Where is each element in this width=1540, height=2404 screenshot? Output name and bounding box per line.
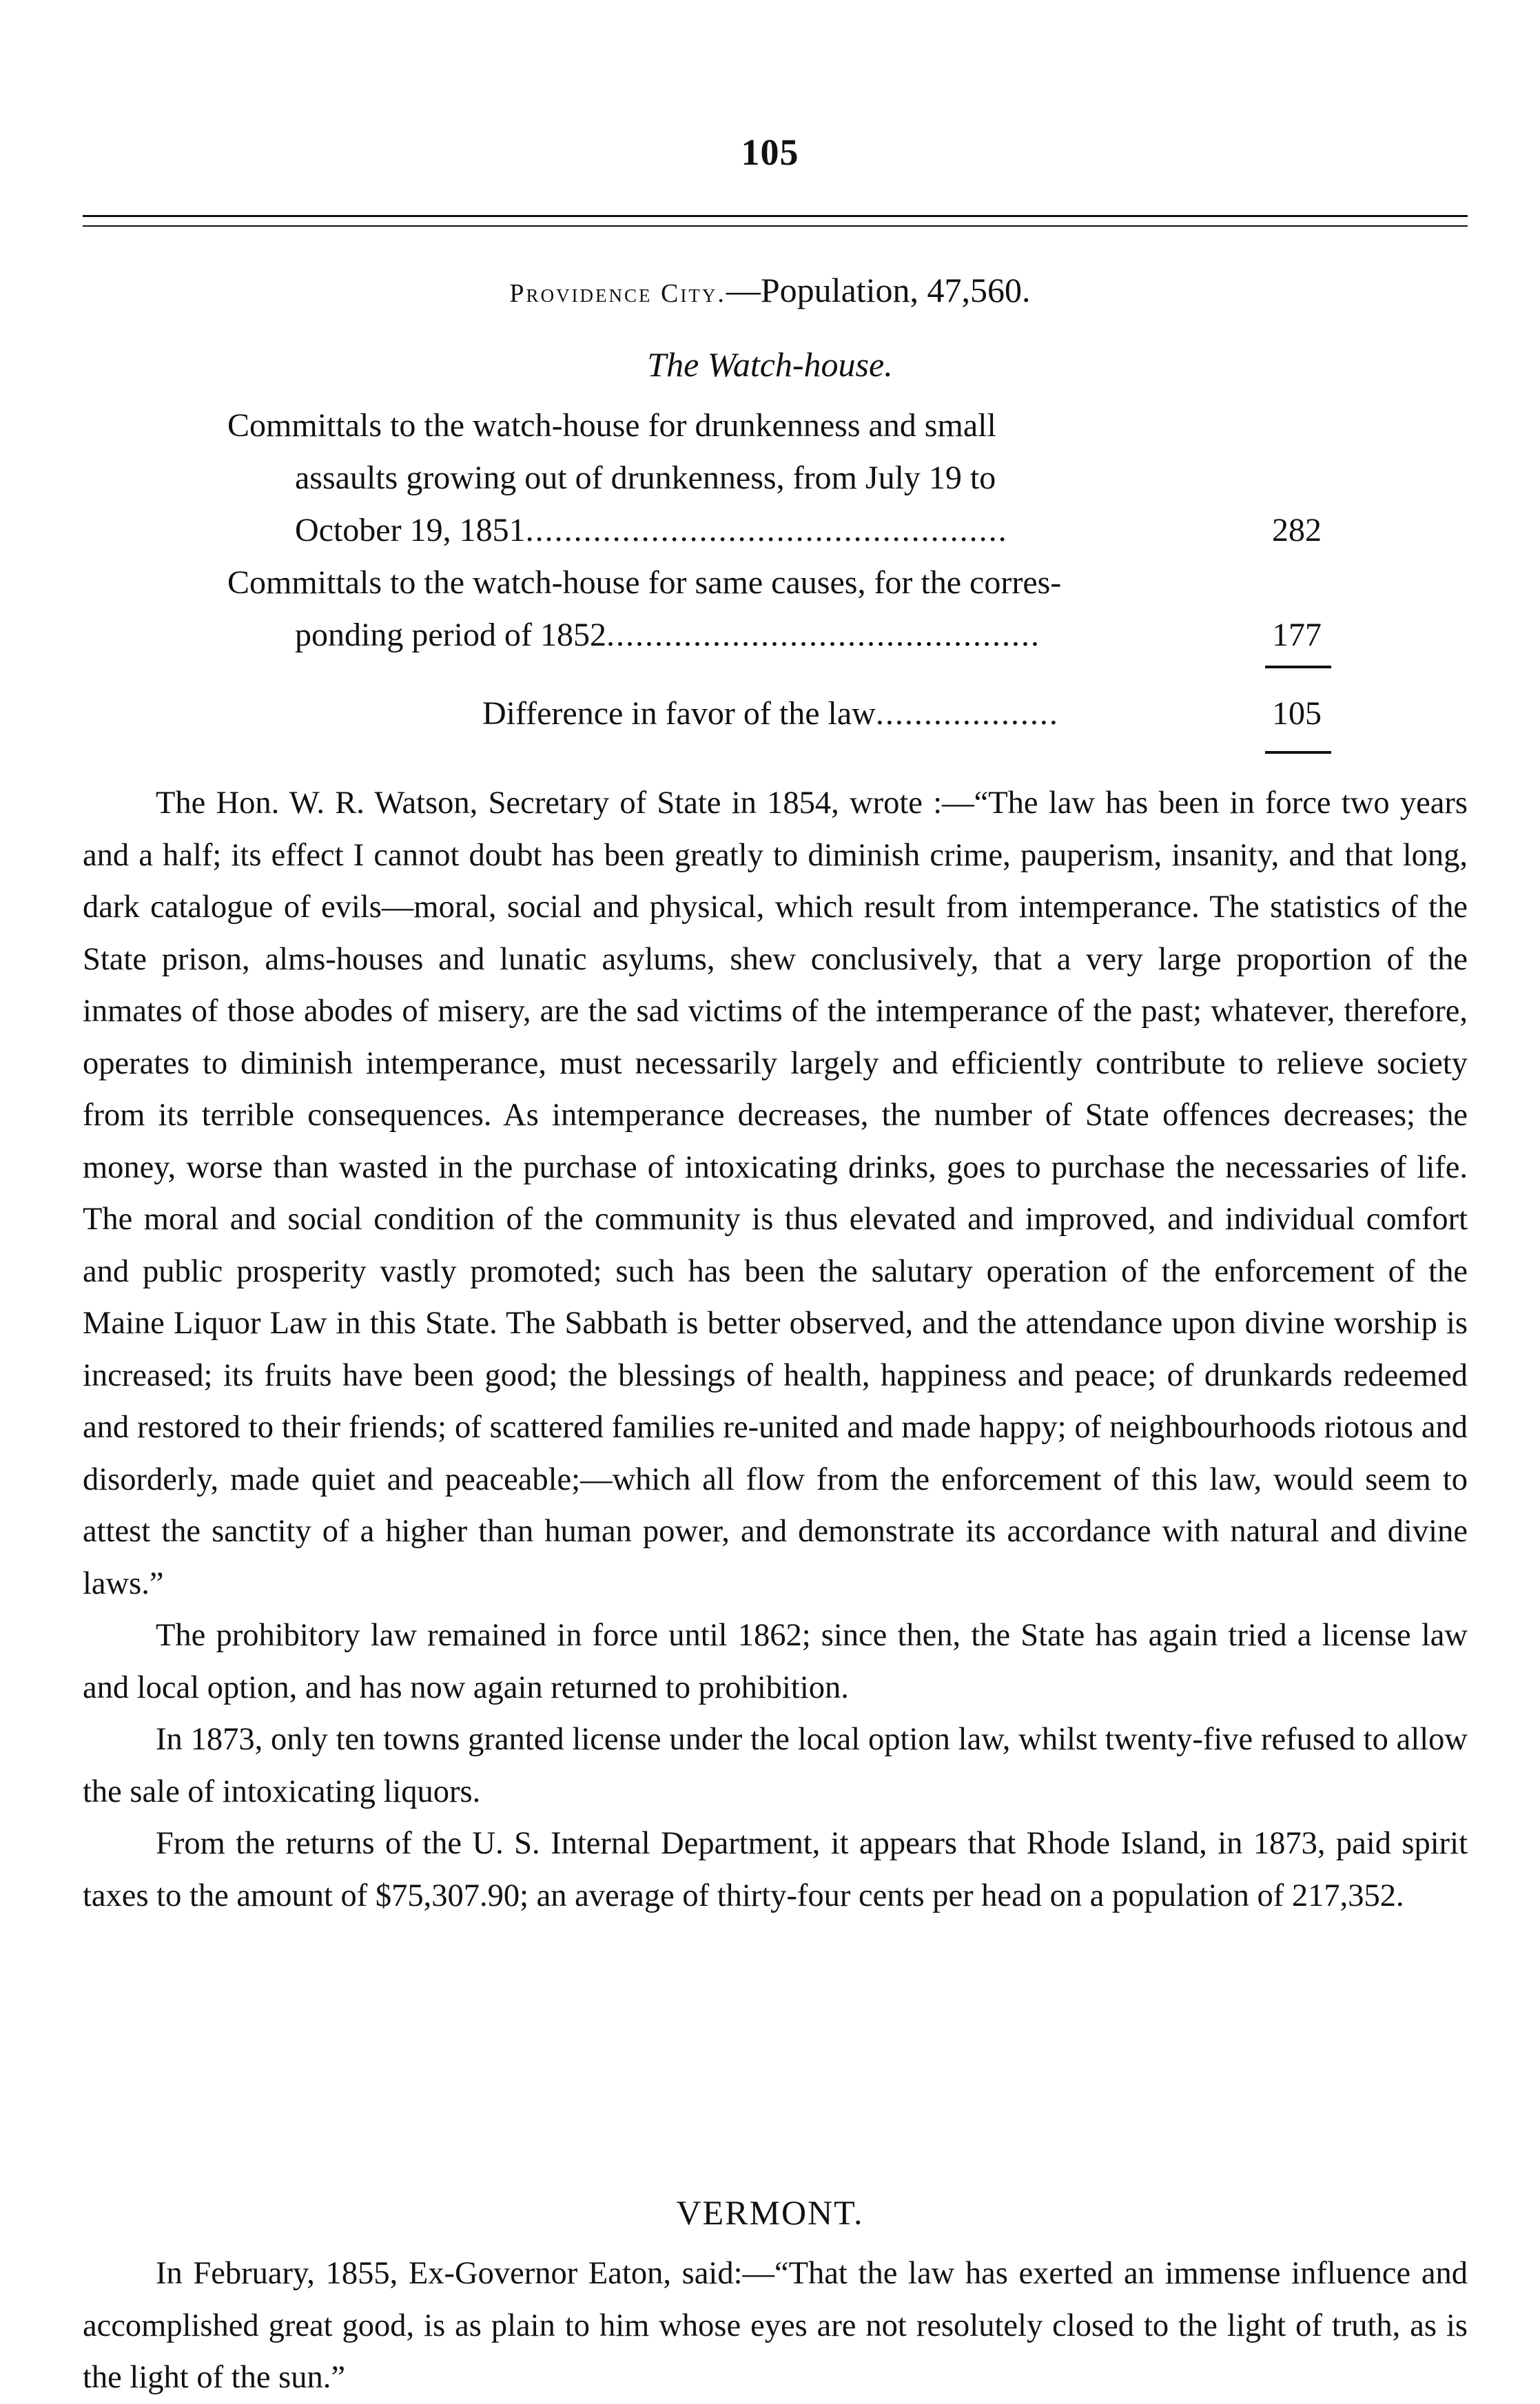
section-title: VERMONT.: [676, 2193, 864, 2232]
header-rule-top: [83, 215, 1468, 217]
paragraph: The Hon. W. R. Watson, Secretary of State in 1854, wrote :—“The law has been in force two years and a half; its effect I cannot doubt has been greatly to diminish crime, pauperism, insanity, and that long, dark catalogue of evils—moral, social and physical, which result from intemperance. The statistics of the State prison, alms-houses and lunatic asylums, shew conclusively, that a very large proportion of the inmates of those abodes of misery, are the sad victims of the intemperance of the past; whatever, therefore, operates to diminish intemperance, must necessarily largely and efficiently contribute to relieve society from its terrible consequences. As intemperance decreases, the number of State offences decreases; the money, worse than wasted in the purchase of intoxicating drinks, goes to purchase the necessaries of life. The moral and social condition of the community is thus elevated and improved, and individual comfort and public prosperity vastly promoted; such has been the salutary operation of the enforcement of the Maine Liquor Law in this State. The Sabbath is better observed, and the attendance upon divine worship is increased; its fruits have been good; the blessings of health, happiness and peace; of drunkards redeemed and restored to their friends; of scattered families re-united and made happy; of neighbourhoods riotous and disorderly, made quiet and peaceable;—which all flow from the enforcement of this law, would seem to attest the sanctity of a higher than human power, and demonstrate its accordance with natural and divine laws.”: [83, 785, 1468, 1601]
body-text: [83, 777, 1468, 1922]
paragraph: From the returns of the U. S. Internal Department, it appears that Rhode Island, in 1873, paid spirit taxes to the amount of $75,307.90; an average of thirty-four cents per head on a population of 217,352.: [83, 1826, 1468, 1913]
stat-label: October 19, 1851: [295, 512, 526, 548]
sub-heading: The Watch-house.: [647, 345, 893, 384]
stat-value: 282: [1272, 512, 1322, 548]
city-name: Providence City.: [509, 279, 726, 308]
vermont-text: [83, 2248, 1468, 2404]
stat-line: ponding period of 1852.............................................: [295, 617, 1040, 653]
page-number: 105: [741, 132, 799, 173]
sum-rule: [1265, 751, 1331, 754]
stat-line: assaults growing out of drunkenness, from July 19 to: [295, 460, 996, 496]
stat-value: 105: [1272, 695, 1322, 732]
city-heading: [0, 270, 1540, 310]
stat-line: Difference in favor of the law...................: [482, 695, 1059, 732]
city-population: —Population, 47,560.: [726, 271, 1031, 309]
stat-value: 177: [1272, 617, 1322, 653]
stat-line: Committals to the watch-house for same causes, for the corres-: [227, 564, 1062, 601]
stat-label: ponding period of 1852: [295, 617, 606, 653]
stat-line: October 19, 1851..................................................: [295, 512, 1008, 548]
stat-line: Committals to the watch-house for drunkenness and small: [227, 407, 996, 444]
paragraph: The prohibitory law remained in force until 1862; since then, the State has again tried a license law and local option, and has now again returned to prohibition.: [83, 1618, 1468, 1705]
header-rule-bottom: [83, 225, 1468, 227]
paragraph: In 1873, only ten towns granted license under the local option law, whilst twenty-five refused to allow the sale of intoxicating liquors.: [83, 1722, 1468, 1809]
paragraph: In February, 1855, Ex-Governor Eaton, said:—“That the law has exerted an immense influence and accomplished great good, is as plain to him whose eyes are not resolutely closed to the light of truth, as is the light of the sun.”: [83, 2256, 1468, 2395]
sum-rule: [1265, 666, 1331, 668]
stat-label: Difference in favor of the law: [482, 695, 876, 732]
